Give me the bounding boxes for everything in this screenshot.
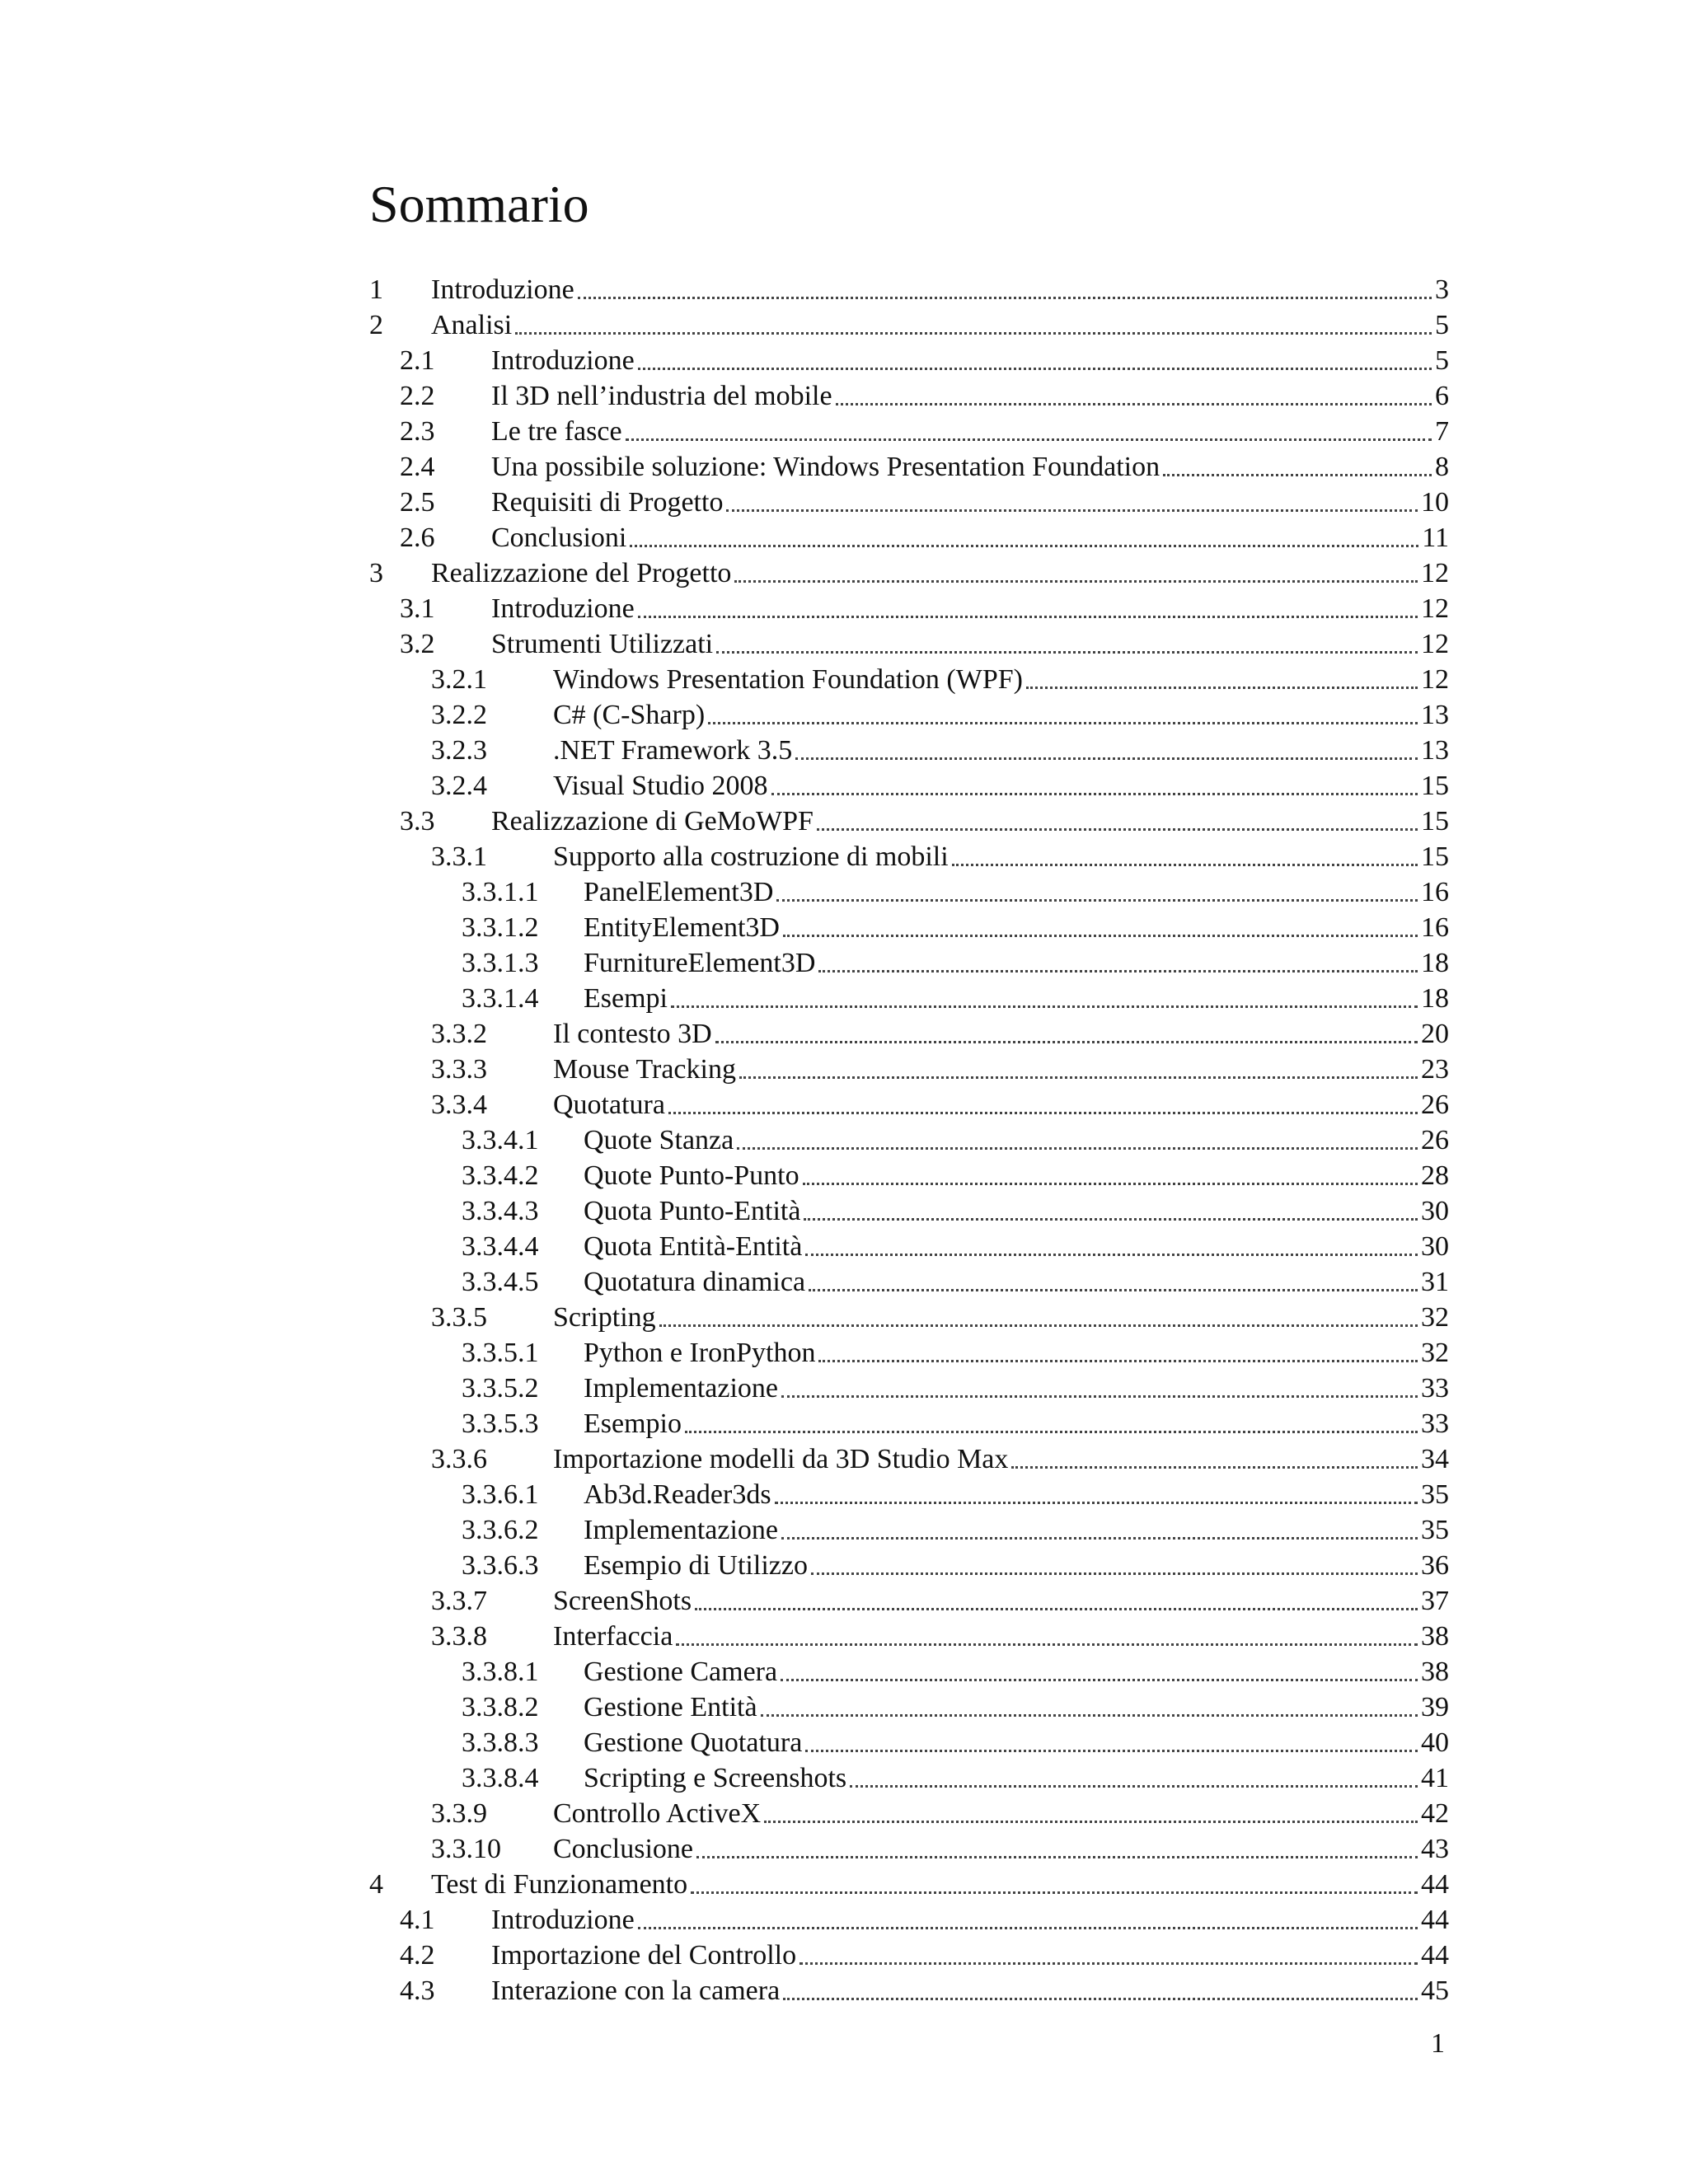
toc-entry-title: Una possibile soluzione: Windows Presentation Foundation xyxy=(491,452,1160,482)
toc-entry-page: 5 xyxy=(1435,345,1449,376)
dot-leader xyxy=(1011,1466,1418,1469)
dot-leader xyxy=(1163,474,1432,476)
dot-leader xyxy=(676,1643,1418,1646)
toc-entry[interactable] xyxy=(369,1122,1449,1158)
toc-entry-title: Implementazione xyxy=(584,1373,779,1404)
toc-entry-number: 3.3.4.1 xyxy=(462,1125,539,1155)
dot-leader xyxy=(850,1785,1418,1788)
toc-entry-number: 3.3.8.1 xyxy=(462,1657,539,1687)
toc-entry-title: Gestione Camera xyxy=(584,1657,778,1687)
toc-entry-title: FurnitureElement3D xyxy=(584,948,816,978)
toc-entry-title: Visual Studio 2008 xyxy=(553,771,768,801)
toc-entry-title: ScreenShots xyxy=(553,1586,692,1616)
toc-entry-page: 15 xyxy=(1421,806,1449,837)
toc-entry-page: 15 xyxy=(1421,841,1449,872)
toc-entry-number: 2.1 xyxy=(400,345,435,376)
toc-entry-number: 3.3.4 xyxy=(431,1090,487,1120)
toc-entry-title: Interfaccia xyxy=(553,1621,673,1652)
dot-leader xyxy=(781,1537,1418,1540)
toc-entry-title: Supporto alla costruzione di mobili xyxy=(553,841,949,872)
toc-entry-number: 3.2.2 xyxy=(431,700,487,730)
table-of-contents xyxy=(369,272,1449,2008)
toc-entry-page: 42 xyxy=(1421,1798,1449,1829)
toc-entry-title: Importazione del Controllo xyxy=(491,1940,797,1971)
toc-entry-title: Strumenti Utilizzati xyxy=(491,629,714,659)
toc-entry-page: 41 xyxy=(1421,1763,1449,1793)
toc-entry[interactable] xyxy=(369,1831,1449,1867)
dot-leader xyxy=(716,651,1418,654)
toc-entry-number: 3.1 xyxy=(400,593,435,624)
toc-entry-page: 33 xyxy=(1421,1373,1449,1404)
toc-entry-page: 26 xyxy=(1421,1125,1449,1155)
toc-entry-page: 34 xyxy=(1421,1444,1449,1474)
toc-entry-title: Quota Punto-Entità xyxy=(584,1196,801,1226)
toc-entry-page: 15 xyxy=(1421,771,1449,801)
dot-leader xyxy=(726,509,1418,512)
toc-entry[interactable] xyxy=(369,1583,1449,1619)
toc-entry-title: Introduzione xyxy=(491,345,635,376)
dot-leader xyxy=(659,1324,1418,1327)
toc-entry[interactable] xyxy=(369,1760,1449,1796)
toc-entry-page: 8 xyxy=(1435,452,1449,482)
dot-leader xyxy=(795,757,1418,760)
toc-entry-title: Quotatura xyxy=(553,1090,665,1120)
toc-entry-title: Esempio di Utilizzo xyxy=(584,1550,808,1581)
toc-entry-number: 3.3.6.2 xyxy=(462,1515,539,1545)
toc-entry[interactable] xyxy=(369,733,1449,768)
toc-entry-page: 32 xyxy=(1421,1338,1449,1368)
toc-entry[interactable] xyxy=(369,697,1449,733)
dot-leader xyxy=(691,1891,1418,1894)
toc-entry[interactable] xyxy=(369,1690,1449,1725)
toc-entry-title: Importazione modelli da 3D Studio Max xyxy=(553,1444,1009,1474)
toc-entry[interactable] xyxy=(369,272,1449,307)
dot-leader xyxy=(630,545,1418,547)
toc-entry-number: 3.3.7 xyxy=(431,1586,487,1616)
toc-entry[interactable] xyxy=(369,591,1449,626)
toc-entry-title: Realizzazione del Progetto xyxy=(431,558,732,588)
toc-entry-title: EntityElement3D xyxy=(584,912,780,943)
toc-entry[interactable] xyxy=(369,1052,1449,1087)
toc-entry-page: 32 xyxy=(1421,1302,1449,1333)
toc-entry-page: 20 xyxy=(1421,1019,1449,1049)
toc-entry-number: 3.3.5.1 xyxy=(462,1338,539,1368)
toc-entry[interactable] xyxy=(369,1548,1449,1583)
toc-entry-page: 12 xyxy=(1421,629,1449,659)
toc-entry-title: Scripting e Screenshots xyxy=(584,1763,847,1793)
toc-entry[interactable] xyxy=(369,1512,1449,1548)
toc-entry[interactable] xyxy=(369,414,1449,449)
toc-entry-title: Scripting xyxy=(553,1302,656,1333)
toc-entry[interactable] xyxy=(369,485,1449,520)
toc-entry-number: 3.2.4 xyxy=(431,771,487,801)
toc-entry-number: 2.6 xyxy=(400,523,435,553)
toc-entry-page: 43 xyxy=(1421,1834,1449,1864)
toc-entry-title: Controllo ActiveX xyxy=(553,1798,762,1829)
toc-entry[interactable] xyxy=(369,1938,1449,1973)
toc-entry-page: 10 xyxy=(1421,487,1449,518)
toc-entry-number: 2.5 xyxy=(400,487,435,518)
toc-entry[interactable] xyxy=(369,1477,1449,1512)
toc-entry-number: 2.2 xyxy=(400,381,435,411)
toc-entry-title: Test di Funzionamento xyxy=(431,1869,688,1900)
toc-entry-page: 16 xyxy=(1421,912,1449,943)
toc-entry-number: 3.3.4.3 xyxy=(462,1196,539,1226)
toc-entry-number: 3.2 xyxy=(400,629,435,659)
toc-entry-page: 3 xyxy=(1435,274,1449,305)
toc-entry-title: Analisi xyxy=(431,310,513,340)
toc-entry-page: 40 xyxy=(1421,1727,1449,1758)
toc-entry[interactable] xyxy=(369,1087,1449,1122)
dot-leader xyxy=(781,1395,1418,1398)
toc-entry-number: 3.3.6 xyxy=(431,1444,487,1474)
toc-entry-number: 4.2 xyxy=(400,1940,435,1971)
toc-entry-page: 12 xyxy=(1421,593,1449,624)
dot-leader xyxy=(578,297,1432,299)
toc-entry-number: 3.3.1.4 xyxy=(462,983,539,1014)
dot-leader xyxy=(638,616,1418,618)
toc-entry[interactable] xyxy=(369,1264,1449,1300)
toc-entry-title: Quote Stanza xyxy=(584,1125,734,1155)
toc-entry-number: 3.3.5 xyxy=(431,1302,487,1333)
toc-entry-title: Introduzione xyxy=(431,274,574,305)
dot-leader xyxy=(771,793,1418,795)
toc-entry-number: 1 xyxy=(369,274,383,305)
dot-leader xyxy=(803,1183,1418,1185)
toc-entry-number: 3.3.8.3 xyxy=(462,1727,539,1758)
toc-entry-number: 3.3.10 xyxy=(431,1834,501,1864)
toc-entry-number: 3.3.8 xyxy=(431,1621,487,1652)
toc-entry-title: Ab3d.Reader3ds xyxy=(584,1479,771,1510)
dot-leader xyxy=(775,1502,1418,1504)
toc-entry[interactable] xyxy=(369,981,1449,1016)
dot-leader xyxy=(626,438,1432,441)
toc-entry[interactable] xyxy=(369,1902,1449,1938)
toc-entry-title: Il 3D nell’industria del mobile xyxy=(491,381,832,411)
toc-entry-number: 3.3.3 xyxy=(431,1054,487,1085)
dot-leader xyxy=(817,828,1418,831)
toc-entry-title: Esempi xyxy=(584,983,668,1014)
toc-entry[interactable] xyxy=(369,626,1449,662)
toc-entry-page: 44 xyxy=(1421,1905,1449,1935)
toc-entry[interactable] xyxy=(369,874,1449,910)
toc-entry[interactable] xyxy=(369,1371,1449,1406)
dot-leader xyxy=(638,368,1432,370)
toc-entry-page: 12 xyxy=(1421,664,1449,695)
toc-entry-title: Esempio xyxy=(584,1408,682,1439)
dot-leader xyxy=(818,1360,1418,1362)
toc-entry-title: Conclusione xyxy=(553,1834,693,1864)
toc-entry-page: 37 xyxy=(1421,1586,1449,1616)
toc-entry-title: C# (C-Sharp) xyxy=(553,700,706,730)
toc-entry-page: 33 xyxy=(1421,1408,1449,1439)
dot-leader xyxy=(805,1254,1418,1256)
toc-entry-page: 35 xyxy=(1421,1479,1449,1510)
toc-entry-page: 28 xyxy=(1421,1160,1449,1191)
toc-entry-number: 3.3.4.2 xyxy=(462,1160,539,1191)
toc-entry[interactable] xyxy=(369,945,1449,981)
toc-entry[interactable] xyxy=(369,555,1449,591)
toc-entry-number: 3.3.4.4 xyxy=(462,1231,539,1262)
dot-leader xyxy=(515,332,1432,335)
toc-entry-number: 3.3.9 xyxy=(431,1798,487,1829)
dot-leader xyxy=(809,1289,1418,1291)
toc-entry-number: 3.3.5.3 xyxy=(462,1408,539,1439)
toc-entry-page: 39 xyxy=(1421,1692,1449,1722)
toc-entry-page: 23 xyxy=(1421,1054,1449,1085)
toc-entry-page: 13 xyxy=(1421,700,1449,730)
toc-entry-title: Conclusioni xyxy=(491,523,627,553)
toc-entry[interactable] xyxy=(369,1016,1449,1052)
toc-entry-number: 3.3.6.1 xyxy=(462,1479,539,1510)
toc-entry-page: 36 xyxy=(1421,1550,1449,1581)
dot-leader xyxy=(671,1005,1418,1008)
toc-entry-page: 38 xyxy=(1421,1657,1449,1687)
dot-leader xyxy=(761,1714,1418,1717)
toc-entry-page: 18 xyxy=(1421,948,1449,978)
toc-entry-title: Requisiti di Progetto xyxy=(491,487,724,518)
toc-entry-number: 3.3.4.5 xyxy=(462,1267,539,1297)
toc-entry-page: 6 xyxy=(1435,381,1449,411)
toc-entry-title: Implementazione xyxy=(584,1515,779,1545)
dot-leader xyxy=(739,1076,1418,1079)
toc-entry[interactable] xyxy=(369,307,1449,343)
toc-entry-page: 26 xyxy=(1421,1090,1449,1120)
toc-entry-number: 4 xyxy=(369,1869,383,1900)
toc-entry-title: Quotatura dinamica xyxy=(584,1267,806,1297)
toc-entry[interactable] xyxy=(369,1406,1449,1441)
toc-entry-number: 4.3 xyxy=(400,1975,435,2006)
toc-entry-page: 30 xyxy=(1421,1231,1449,1262)
dot-leader xyxy=(952,864,1418,866)
toc-entry[interactable] xyxy=(369,378,1449,414)
toc-entry-page: 44 xyxy=(1421,1869,1449,1900)
toc-entry[interactable] xyxy=(369,1973,1449,2008)
toc-entry[interactable] xyxy=(369,839,1449,874)
dot-leader xyxy=(734,580,1418,583)
toc-entry-title: Il contesto 3D xyxy=(553,1019,712,1049)
dot-leader xyxy=(737,1147,1418,1150)
toc-entry-page: 5 xyxy=(1435,310,1449,340)
toc-entry-number: 3.3.2 xyxy=(431,1019,487,1049)
toc-entry-number: 3.2.3 xyxy=(431,735,487,766)
page-number: 1 xyxy=(1431,2028,1445,2059)
toc-entry[interactable] xyxy=(369,1619,1449,1654)
toc-entry-title: Python e IronPython xyxy=(584,1338,816,1368)
toc-entry[interactable] xyxy=(369,662,1449,697)
toc-entry-page: 38 xyxy=(1421,1621,1449,1652)
toc-entry-title: Realizzazione di GeMoWPF xyxy=(491,806,814,837)
dot-leader xyxy=(695,1608,1418,1610)
toc-entry-page: 11 xyxy=(1422,523,1449,553)
dot-leader xyxy=(708,722,1418,724)
dot-leader xyxy=(1026,687,1418,689)
dot-leader xyxy=(783,935,1418,937)
toc-entry-page: 12 xyxy=(1421,558,1449,588)
dot-leader xyxy=(638,1927,1418,1929)
toc-entry-page: 18 xyxy=(1421,983,1449,1014)
toc-entry[interactable] xyxy=(369,520,1449,555)
toc-entry-title: Gestione Entità xyxy=(584,1692,757,1722)
toc-entry[interactable] xyxy=(369,1300,1449,1335)
toc-entry-title: Introduzione xyxy=(491,1905,635,1935)
toc-entry-title: Quote Punto-Punto xyxy=(584,1160,799,1191)
toc-entry-title: Mouse Tracking xyxy=(553,1054,736,1085)
dot-leader xyxy=(776,899,1418,902)
dot-leader xyxy=(836,403,1432,405)
toc-entry[interactable] xyxy=(369,768,1449,804)
toc-entry-page: 35 xyxy=(1421,1515,1449,1545)
toc-entry-page: 13 xyxy=(1421,735,1449,766)
toc-entry-page: 45 xyxy=(1421,1975,1449,2006)
toc-entry-title: Quota Entità-Entità xyxy=(584,1231,803,1262)
toc-entry-number: 4.1 xyxy=(400,1905,435,1935)
toc-entry[interactable] xyxy=(369,910,1449,945)
dot-leader xyxy=(715,1041,1418,1043)
toc-entry-number: 2.4 xyxy=(400,452,435,482)
dot-leader xyxy=(818,970,1418,972)
dot-leader xyxy=(783,1998,1418,2000)
toc-entry-number: 3.2.1 xyxy=(431,664,487,695)
dot-leader xyxy=(668,1112,1418,1114)
toc-entry[interactable] xyxy=(369,1796,1449,1831)
toc-entry[interactable] xyxy=(369,1441,1449,1477)
toc-entry-number: 3.3.8.2 xyxy=(462,1692,539,1722)
toc-entry[interactable] xyxy=(369,1158,1449,1193)
toc-entry[interactable] xyxy=(369,449,1449,485)
toc-entry-number: 3.3.1.1 xyxy=(462,877,539,907)
toc-entry[interactable] xyxy=(369,804,1449,839)
toc-entry-page: 16 xyxy=(1421,877,1449,907)
toc-entry-title: Windows Presentation Foundation (WPF) xyxy=(553,664,1023,695)
dot-leader xyxy=(804,1218,1418,1221)
toc-entry[interactable] xyxy=(369,1229,1449,1264)
toc-entry-page: 30 xyxy=(1421,1196,1449,1226)
toc-entry-number: 2 xyxy=(369,310,383,340)
page-title: Sommario xyxy=(369,175,589,233)
toc-entry-title: Interazione con la camera xyxy=(491,1975,781,2006)
toc-entry-page: 7 xyxy=(1435,416,1449,447)
toc-entry-number: 3.3.1.3 xyxy=(462,948,539,978)
toc-entry-title: PanelElement3D xyxy=(584,877,774,907)
toc-entry-number: 3.3.1 xyxy=(431,841,487,872)
toc-entry-title: Gestione Quotatura xyxy=(584,1727,803,1758)
toc-entry-number: 3.3 xyxy=(400,806,435,837)
toc-entry-number: 3.3.1.2 xyxy=(462,912,539,943)
dot-leader xyxy=(685,1431,1418,1433)
toc-entry-title: Le tre fasce xyxy=(491,416,622,447)
toc-entry-number: 3.3.8.4 xyxy=(462,1763,539,1793)
toc-entry-title: .NET Framework 3.5 xyxy=(553,735,793,766)
toc-entry-page: 44 xyxy=(1421,1940,1449,1971)
toc-entry-number: 3 xyxy=(369,558,383,588)
dot-leader xyxy=(799,1962,1418,1965)
toc-entry-number: 2.3 xyxy=(400,416,435,447)
dot-leader xyxy=(811,1572,1418,1575)
dot-leader xyxy=(781,1679,1418,1681)
toc-entry-title: Introduzione xyxy=(491,593,635,624)
dot-leader xyxy=(764,1821,1418,1823)
toc-entry[interactable] xyxy=(369,1193,1449,1229)
toc-entry-number: 3.3.5.2 xyxy=(462,1373,539,1404)
toc-entry[interactable] xyxy=(369,343,1449,378)
toc-entry[interactable] xyxy=(369,1725,1449,1760)
toc-entry-page: 31 xyxy=(1421,1267,1449,1297)
dot-leader xyxy=(805,1750,1418,1752)
dot-leader xyxy=(696,1856,1418,1858)
toc-entry-number: 3.3.6.3 xyxy=(462,1550,539,1581)
toc-entry[interactable] xyxy=(369,1867,1449,1902)
toc-entry[interactable] xyxy=(369,1654,1449,1690)
toc-entry[interactable] xyxy=(369,1335,1449,1371)
